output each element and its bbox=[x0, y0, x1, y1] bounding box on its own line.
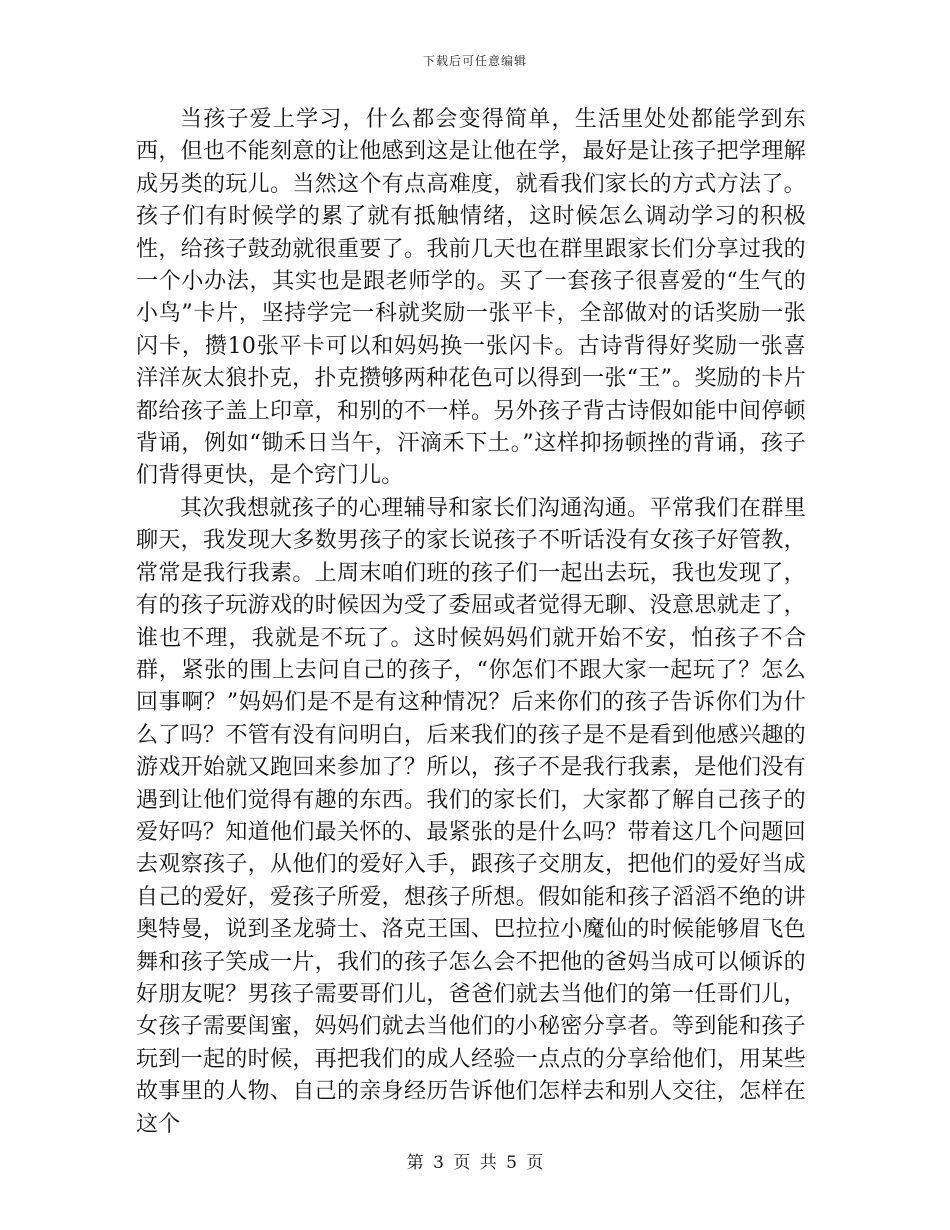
document-body bbox=[136, 104, 806, 1141]
page-header: 下载后可任意编辑 bbox=[422, 54, 527, 68]
page-footer: 第 3 页 共 5 页 bbox=[406, 1153, 544, 1173]
paragraph-1: 当孩子爱上学习，什么都会变得简单，生活里处处都能学到东西，但也不能刻意的让他感到这是让他在学，最好是让孩子把学理解成另类的玩儿。当然这个有点高难度，就看我们家长的方式方法了。孩子们有时候学的累了就有抵触情绪，这时候怎么调动学习的积极性，给孩子鼓劲就很重要了。我前几天也在群里跟家长们分享过我的一个小办法，其实也是跟老师学的。买了一套孩子很喜爱的“生气的小鸟”卡片，坚持学完一科就奖励一张平卡，全部做对的话奖励一张闪卡，攒10张平卡可以和妈妈换一张闪卡。古诗背得好奖励一张喜洋洋灰太狼扑克，扑克攒够两种花色可以得到一张“王”。奖励的卡片都给孩子盖上印章，和别的不一样。另外孩子背古诗假如能中间停顿背诵，例如“锄禾日当午，汗滴禾下土。”这样抑扬顿挫的背诵，孩子们背得更快，是个窍门儿。 bbox=[136, 107, 806, 489]
paragraph-2: 其次我想就孩子的心理辅导和家长们沟通沟通。平常我们在群里聊天，我发现大多数男孩子的家长说孩子不听话没有女孩子好管教，常常是我行我素。上周末咱们班的孩子们一起出去玩，我也发现了，有的孩子玩游戏的时候因为受了委屈或者觉得无聊、没意思就走了，谁也不理，我就是不玩了。这时候妈妈们就开始不安，怕孩子不合群，紧张的围上去问自己的孩子，“你怎们不跟大家一起玩了？怎么回事啊？”妈妈们是不是有这种情况？后来你们的孩子告诉你们为什么了吗？不管有没有问明白，后来我们的孩子是不是看到他感兴趣的游戏开始就又跑回来参加了？所以，孩子不是我行我素，是他们没有遇到让他们觉得有趣的东西。我们的家长们，大家都了解自己孩子的爱好吗？知道他们最关怀的、最紧张的是什么吗？带着这几个问题回去观察孩子，从他们的爱好入手，跟孩子交朋友，把他们的爱好当成自己的爱好，爱孩子所爱，想孩子所想。假如能和孩子滔滔不绝的讲奥特曼，说到圣龙骑士、洛克王国、巴拉拉小魔仙的时候能够眉飞色舞和孩子笑成一片，我们的孩子怎么会不把他的爸妈当成可以倾诉的好朋友呢？男孩子需要哥们儿，爸爸们就去当他们的第一任哥们儿，女孩子需要闺蜜，妈妈们就去当他们的小秘密分享者。等到能和孩子玩到一起的时候，再把我们的成人经验一点点的分享给他们，用某些故事里的人物、自己的亲身经历告诉他们怎样去和别人交往，怎样在这个 bbox=[136, 495, 806, 1137]
